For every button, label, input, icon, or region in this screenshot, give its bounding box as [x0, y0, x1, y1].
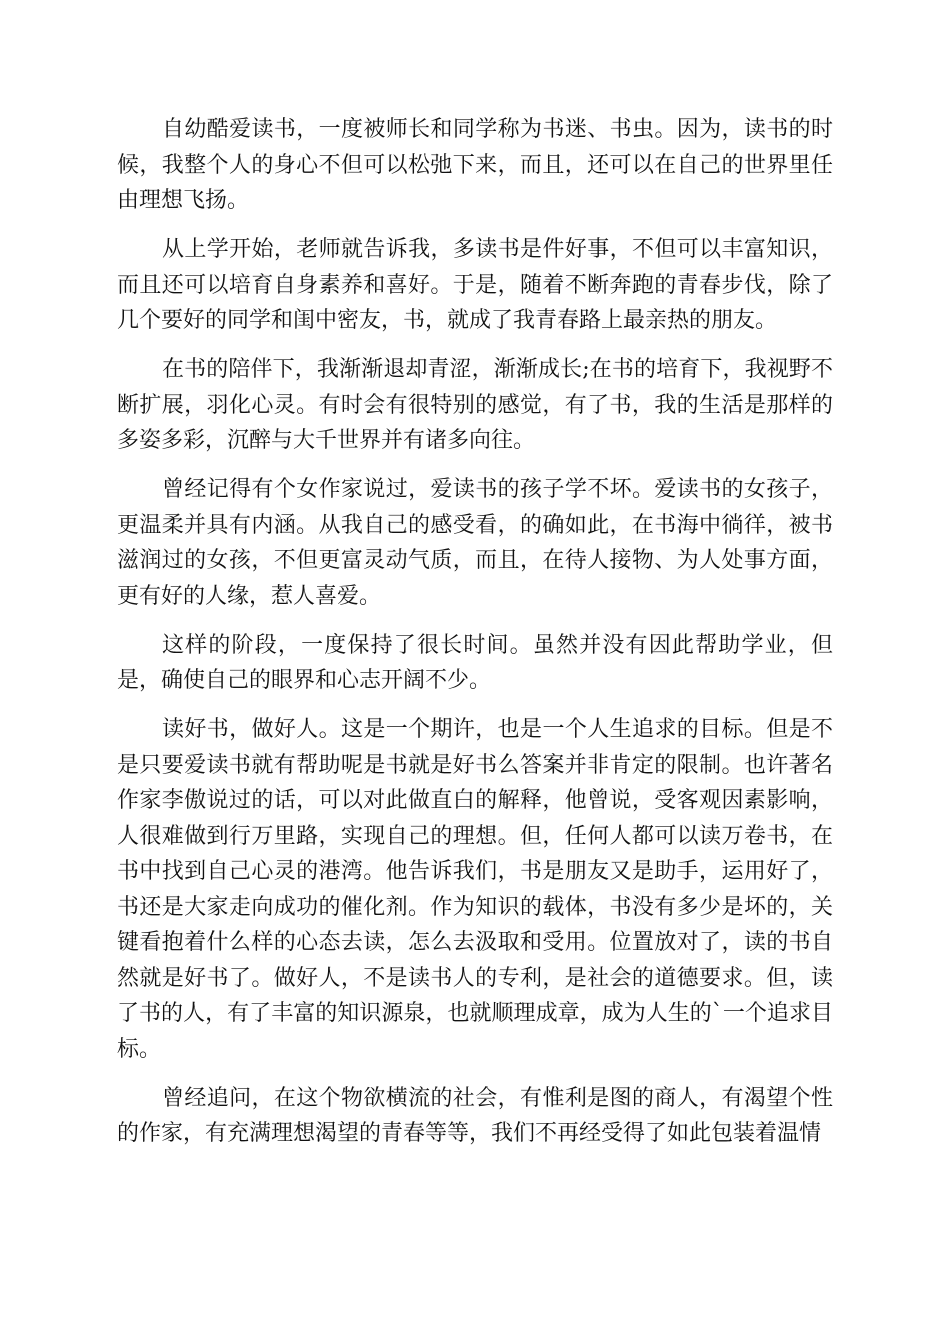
- paragraph-7: 曾经追问，在这个物欲横流的社会，有惟利是图的商人，有渴望个性的作家，有充满理想渴望的青春等等，我们不再经受得了如此包装着温情: [117, 1085, 833, 1146]
- paragraph-5: 这样的阶段，一度保持了很长时间。虽然并没有因此帮助学业，但是，确使自己的眼界和心志开阔不少。: [117, 632, 833, 693]
- paragraph-6: 读好书，做好人。这是一个期许，也是一个人生追求的目标。但是不是只要爱读书就有帮助呢是书就是好书么答案并非肯定的限制。也许著名作家李傲说过的话，可以对此做直白的解释，他曾说，受客观因素影响，人很难做到行万里路，实现自己的理想。但，任何人都可以读万卷书，在书中找到自己心灵的港湾。他告诉我们，书是朋友又是助手，运用好了，书还是大家走向成功的催化剂。作为知识的载体，书没有多少是坏的，关键看抱着什么样的心态去读，怎么去汲取和受用。位置放对了，读的书自然就是好书了。做好人，不是读书人的专利，是社会的道德要求。但，读了书的人，有了丰富的知识源泉，也就顺理成章，成为人生的`一个追求目标。: [117, 717, 833, 1062]
- document-body: [117, 112, 833, 1165]
- paragraph-2: 从上学开始，老师就告诉我，多读书是件好事，不但可以丰富知识，而且还可以培育自身素养和喜好。于是，随着不断奔跑的青春步伐，除了几个要好的同学和闺中密友，书，就成了我青春路上最亲热的朋友。: [117, 237, 833, 333]
- paragraph-1: 自幼酷爱读书，一度被师长和同学称为书迷、书虫。因为，读书的时候，我整个人的身心不但可以松弛下来，而且，还可以在自己的世界里任由理想飞扬。: [117, 117, 833, 213]
- paragraph-3: 在书的陪伴下，我渐渐退却青涩，渐渐成长;在书的培育下，我视野不断扩展，羽化心灵。有时会有很特别的感觉，有了书，我的生活是那样的多姿多彩，沉醉与大千世界并有诸多向往。: [117, 357, 833, 453]
- paragraph-4: 曾经记得有个女作家说过，爱读书的孩子学不坏。爱读书的女孩子，更温柔并具有内涵。从我自己的感受看，的确如此，在书海中徜徉，被书滋润过的女孩，不但更富灵动气质，而且，在待人接物、为人处事方面，更有好的人缘，惹人喜爱。: [117, 477, 833, 609]
